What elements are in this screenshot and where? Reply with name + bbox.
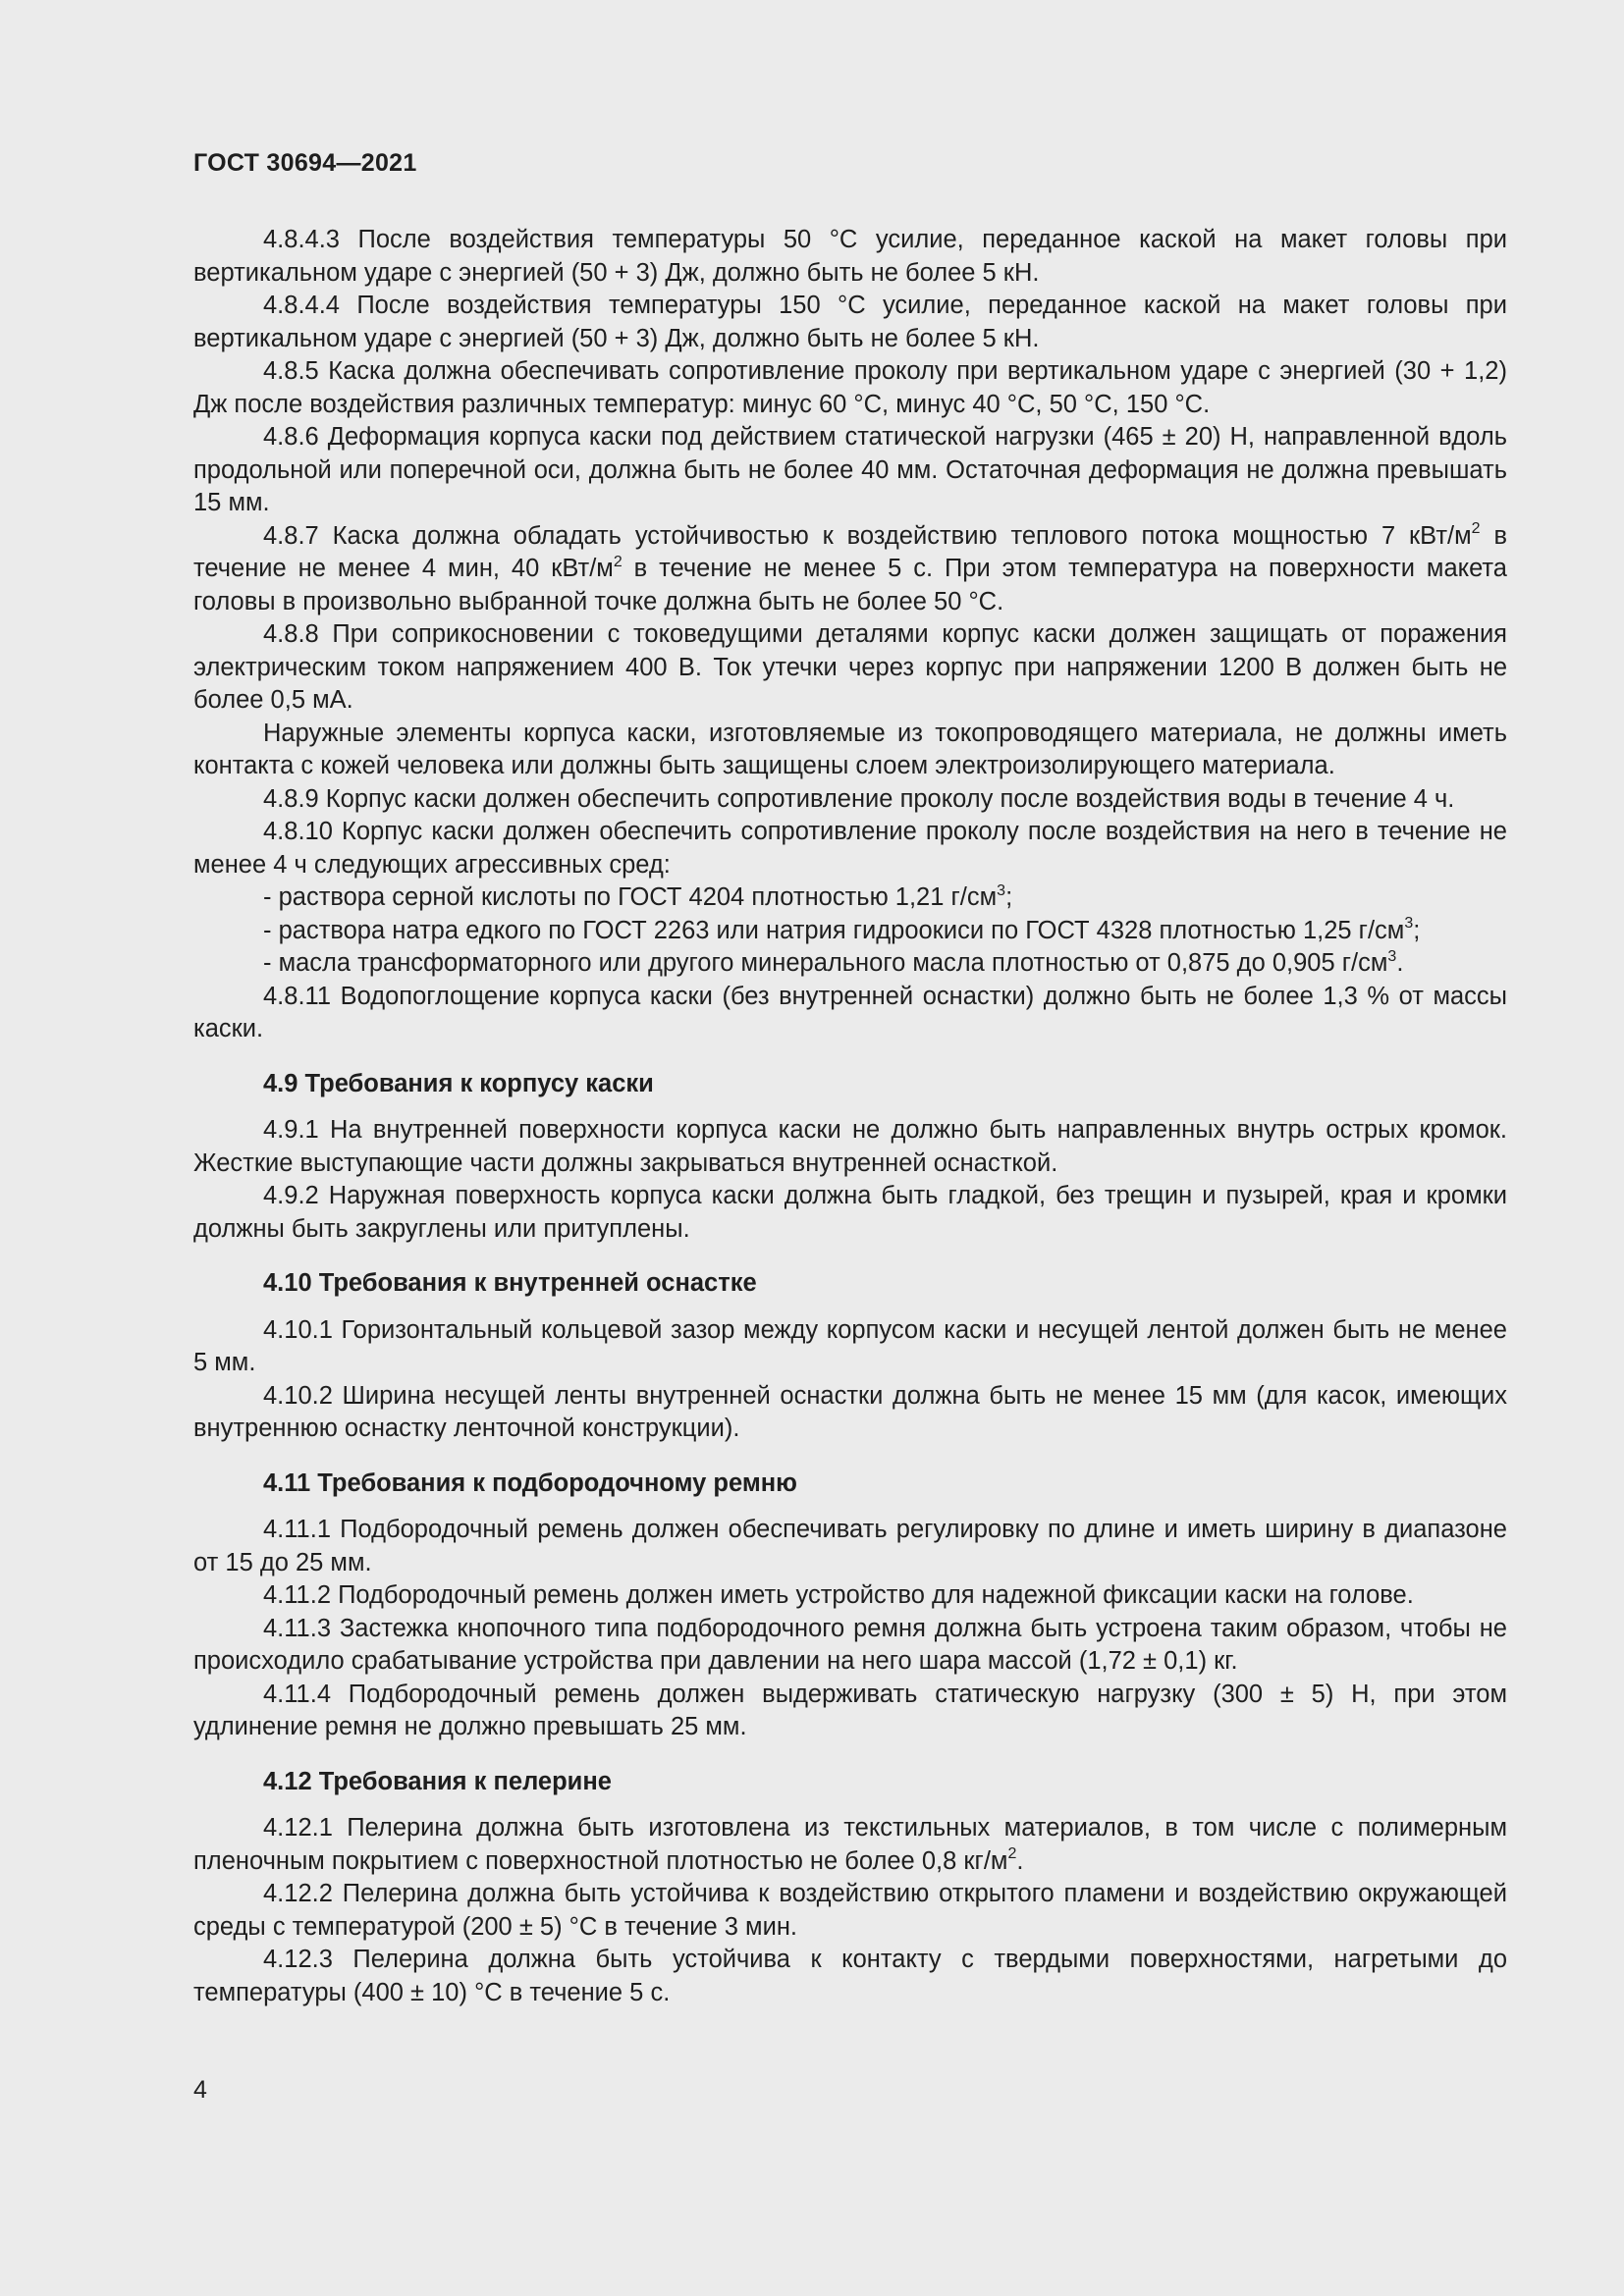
paragraph-4-8-5: 4.8.5 Каска должна обеспечивать сопротивление проколу при вертикальном ударе с энергией (30 + 1,2) Дж после воздействия различных температур: минус 60 °С, минус 40 °С, 50 °С, 150 °С. bbox=[193, 357, 1507, 418]
paragraph-4-12-1-punct: . bbox=[1016, 1846, 1024, 1875]
page-number: 4 bbox=[193, 2076, 207, 2104]
paragraph-4-12-3: 4.12.3 Пелерина должна быть устойчива к контакту с твердыми поверхностями, нагретыми до температуры (400 ± 10) °С в течение 5 с. bbox=[193, 1946, 1507, 2006]
section-heading-4-9: 4.9 Требования к корпусу каски bbox=[263, 1069, 654, 1097]
paragraph-4-11-1: 4.11.1 Подбородочный ремень должен обеспечивать регулировку по длине и иметь ширину в диапазоне от 15 до 25 мм. bbox=[193, 1516, 1507, 1576]
paragraph-4-8-8: 4.8.8 При соприкосновении с токоведущими деталями корпус каски должен защищать от поражения электрическим током напряжением 400 В. Ток утечки через корпус при напряжении 1200 В должен быть не более 0,5 мА. bbox=[193, 620, 1507, 714]
paragraph-4-8-6: 4.8.6 Деформация корпуса каски под действием статической нагрузки (465 ± 20) Н, направленной вдоль продольной или поперечной оси, должна быть не более 40 мм. Остаточная деформация не должна превышать 15 мм. bbox=[193, 423, 1507, 516]
document-body bbox=[193, 224, 1507, 2009]
paragraph-4-8-7-part3: в течение не менее 5 с. При этом температура на поверхности макета головы в произвольно выбранной точке должна быть не более 50 °С. bbox=[193, 555, 1507, 615]
section-heading-4-12: 4.12 Требования к пелерине bbox=[263, 1767, 612, 1795]
paragraph-4-8-10: 4.8.10 Корпус каски должен обеспечить сопротивление проколу после воздействия на него в течение не менее 4 ч следующих агрессивных сред: bbox=[193, 818, 1507, 879]
paragraph-4-9-2: 4.9.2 Наружная поверхность корпуса каски должна быть гладкой, без трещин и пузырей, края и кромки должны быть закруглены или притуплены. bbox=[193, 1182, 1507, 1243]
superscript-3: 3 bbox=[1387, 947, 1397, 965]
list-item-caustic-soda bbox=[193, 915, 1507, 948]
superscript-3: 3 bbox=[997, 881, 1006, 899]
list-item-text: - раствора серной кислоты по ГОСТ 4204 плотностью 1,21 г/см bbox=[263, 883, 998, 911]
paragraph-4-10-2: 4.10.2 Ширина несущей ленты внутренней оснастки должна быть не менее 15 мм (для касок, имеющих внутреннюю оснастку ленточной конструкции). bbox=[193, 1381, 1507, 1442]
paragraph-4-12-2: 4.12.2 Пелерина должна быть устойчива к воздействию открытого пламени и воздействию окружающей среды с температурой (200 ± 5) °С в течение 3 мин. bbox=[193, 1880, 1507, 1941]
paragraph-4-8-9: 4.8.9 Корпус каски должен обеспечить сопротивление проколу после воздействия воды в течение 4 ч. bbox=[263, 784, 1455, 813]
paragraph-4-12-1 bbox=[193, 1812, 1507, 1878]
paragraph-4-11-2: 4.11.2 Подбородочный ремень должен иметь устройство для надежной фиксации каски на голове. bbox=[263, 1581, 1414, 1609]
list-item-punct: ; bbox=[1413, 916, 1421, 944]
paragraph-4-8-8-extra: Наружные элементы корпуса каски, изготовляемые из токопроводящего материала, не должны иметь контакта с кожей человека или должны быть защищены слоем электроизолирующего материала. bbox=[193, 719, 1507, 779]
paragraph-4-8-7 bbox=[193, 520, 1507, 619]
document-header-title: ГОСТ 30694—2021 bbox=[193, 149, 417, 177]
list-item-text: - раствора натра едкого по ГОСТ 2263 или натрия гидроокиси по ГОСТ 4328 плотностью 1,25 г/см bbox=[263, 916, 1405, 944]
list-item-transformer-oil bbox=[193, 947, 1507, 981]
paragraph-4-8-7-part2: в течение не менее 4 мин, 40 кВт/м bbox=[193, 521, 1507, 582]
section-heading-4-11: 4.11 Требования к подбородочному ремню bbox=[263, 1468, 797, 1497]
paragraph-4-8-11: 4.8.11 Водопоглощение корпуса каски (без внутренней оснастки) должно быть не более 1,3 % от массы каски. bbox=[193, 982, 1507, 1042]
paragraph-4-8-4-3: 4.8.4.3 После воздействия температуры 50 °С усилие, переданное каской на макет головы при вертикальном ударе с энергией (50 + 3) Дж, должно быть не более 5 кН. bbox=[193, 226, 1507, 287]
paragraph-4-11-3: 4.11.3 Застежка кнопочного типа подбородочного ремня должна быть устроена таким образом, чтобы не происходило срабатывание устройства при давлении на него шара массой (1,72 ± 0,1) кг. bbox=[193, 1614, 1507, 1675]
paragraph-4-12-1-text: 4.12.1 Пелерина должна быть изготовлена из текстильных материалов, в том числе с полимерным пленочным покрытием с поверхностной плотностью не более 0,8 кг/м bbox=[193, 1814, 1507, 1875]
superscript-2: 2 bbox=[613, 553, 623, 570]
list-item-sulfuric-acid bbox=[193, 881, 1507, 915]
superscript-2: 2 bbox=[1471, 520, 1481, 537]
section-heading-4-10: 4.10 Требования к внутренней оснастке bbox=[263, 1269, 757, 1297]
list-item-text: - масла трансформаторного или другого минерального масла плотностью от 0,875 до 0,905 г/см bbox=[263, 949, 1388, 977]
paragraph-4-10-1: 4.10.1 Горизонтальный кольцевой зазор между корпусом каски и несущей лентой должен быть не менее 5 мм. bbox=[193, 1315, 1507, 1376]
superscript-3: 3 bbox=[1404, 915, 1414, 932]
superscript-2: 2 bbox=[1007, 1845, 1017, 1862]
paragraph-4-9-1: 4.9.1 На внутренней поверхности корпуса каски не должно быть направленных внутрь острых кромок. Жесткие выступающие части должны закрываться внутренней оснасткой. bbox=[193, 1116, 1507, 1177]
paragraph-4-8-4-4: 4.8.4.4 После воздействия температуры 150 °С усилие, переданное каской на макет головы при вертикальном ударе с энергией (50 + 3) Дж, должно быть не более 5 кН. bbox=[193, 292, 1507, 352]
paragraph-4-11-4: 4.11.4 Подбородочный ремень должен выдерживать статическую нагрузку (300 ± 5) Н, при этом удлинение ремня не должно превышать 25 мм. bbox=[193, 1680, 1507, 1740]
list-item-punct: ; bbox=[1005, 883, 1013, 911]
paragraph-4-8-7-part1: 4.8.7 Каска должна обладать устойчивостью к воздействию теплового потока мощностью 7 кВт/м bbox=[263, 521, 1472, 550]
list-item-punct: . bbox=[1396, 949, 1404, 977]
